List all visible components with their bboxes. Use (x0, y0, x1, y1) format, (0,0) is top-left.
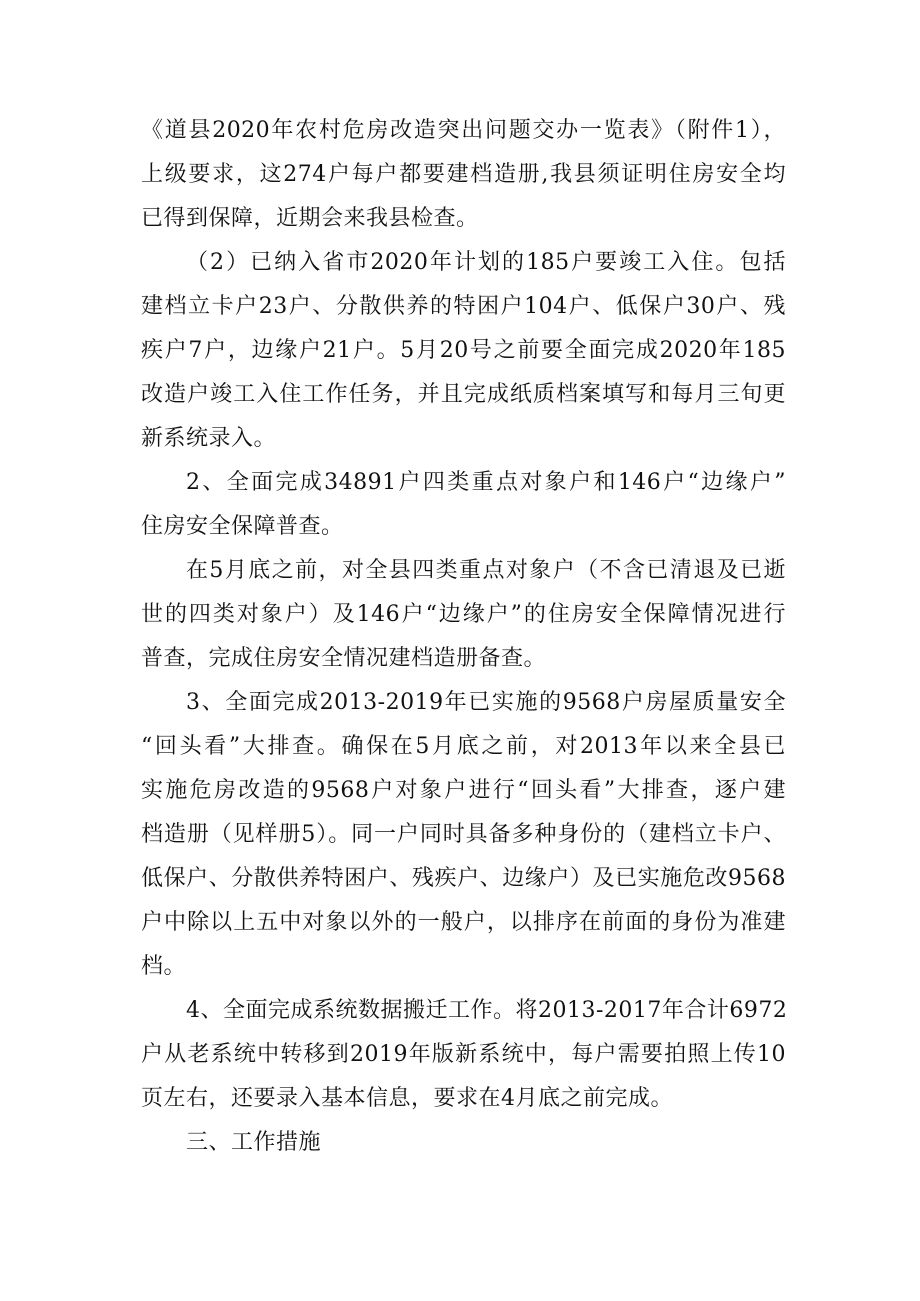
paragraph-line: 疾户7户，边缘户21户。5月20号之前要全面完成2020年185 (141, 338, 786, 363)
paragraph-line: 页左右，还要录入基本信息，要求在4月底之前完成。 (141, 1086, 673, 1111)
paragraph-line: 已得到保障，近期会来我县检查。 (141, 206, 479, 231)
paragraph-line: 上级要求，这274户每户都要建档造册,我县须证明住房安全均 (141, 162, 786, 187)
paragraph-line: 档。 (141, 954, 187, 979)
paragraph-line: （2）已纳入省市2020年计划的185户要竣工入住。包括 (186, 250, 786, 275)
paragraph-line: “回头看”大排查。确保在5月底之前，对2013年以来全县已 (141, 734, 786, 759)
paragraph-line: 户从老系统中转移到2019年版新系统中，每户需要拍照上传10 (141, 1042, 786, 1067)
paragraph-line: 普查，完成住房安全情况建档造册备查。 (141, 646, 547, 671)
paragraph-line: 3、全面完成2013-2019年已实施的9568户房屋质量安全 (186, 690, 786, 715)
paragraph-line: 低保户、分散供养特困户、残疾户、边缘户）及已实施危改9568 (141, 866, 786, 891)
paragraph-line: 世的四类对象户）及146户“边缘户”的住房安全保障情况进行 (141, 602, 786, 627)
paragraph-line: 建档立卡户23户、分散供养的特困户104户、低保户30户、残 (141, 294, 786, 319)
paragraph-line: 4、全面完成系统数据搬迁工作。将2013-2017年合计6972 (186, 998, 788, 1023)
paragraph-line: 改造户竣工入住工作任务，并且完成纸质档案填写和每月三旬更 (141, 382, 786, 407)
paragraph-line: 档造册（见样册5）。同一户同时具备多种身份的（建档立卡户、 (141, 822, 786, 847)
paragraph-line: 2、全面完成34891户四类重点对象户和146户“边缘户” (186, 470, 786, 495)
paragraph-line: 户中除以上五中对象以外的一般户，以排序在前面的身份为准建 (141, 910, 786, 935)
paragraph-line: 在5月底之前，对全县四类重点对象户（不含已清退及已逝 (186, 558, 786, 583)
section-heading: 三、工作措施 (186, 1130, 322, 1155)
paragraph-line: 新系统录入。 (141, 426, 277, 451)
paragraph-line: 《道县2020年农村危房改造突出问题交办一览表》（附件1）， (141, 118, 786, 143)
paragraph-line: 住房安全保障普查。 (141, 514, 344, 539)
paragraph-line: 实施危房改造的9568户对象户进行“回头看”大排查，逐户建 (141, 778, 786, 803)
